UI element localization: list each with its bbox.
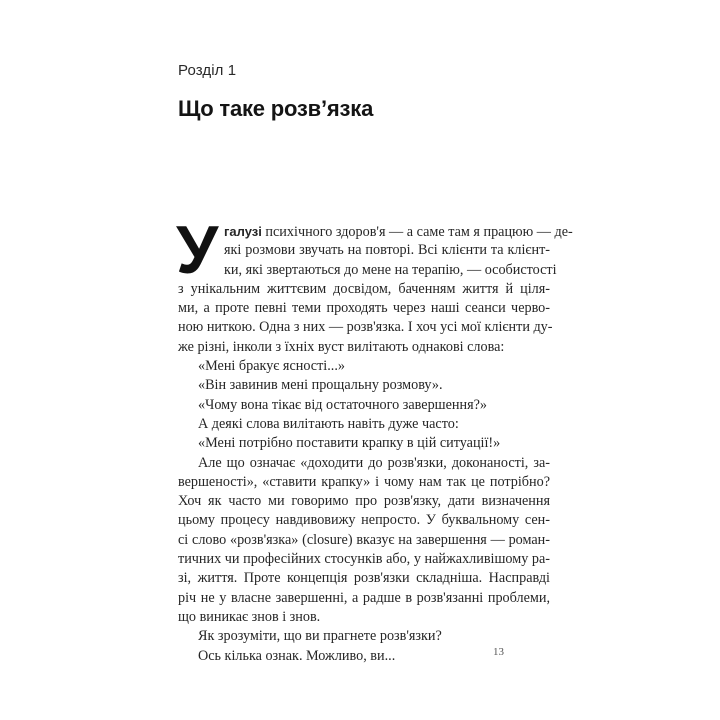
- text-line: ми, а проте певні теми проходять через наші сеанси черво-: [178, 300, 550, 317]
- text-line: зі, життя. Проте концепція розв'язки складніша. Насправді: [178, 570, 550, 587]
- chapter-label: Розділ 1: [178, 62, 237, 79]
- text-line: вершеності», «ставити крапку» і чому нам так це потрібно?: [178, 473, 550, 490]
- text-line: річ не у власне завершенні, а радше в розв'язанні проблеми,: [178, 589, 550, 606]
- page-number: 13: [493, 646, 504, 658]
- text-line: Але що означає «доходити до розв'язки, доконаності, за-: [198, 454, 550, 471]
- text-line: [178, 222, 573, 241]
- body-text: [176, 212, 573, 666]
- lead-word: галузі: [224, 224, 262, 239]
- text-line: же різні, інколи з їхніх вуст вилітають однакові слова:: [178, 338, 505, 355]
- text-line: ки, які звертаються до мене на терапію, — особистості: [224, 261, 557, 278]
- text-line: А деякі слова вилітають навіть дуже часто:: [198, 415, 459, 432]
- text-line: сі слово «розв'язка» (closure) вказує на завершення — роман-: [178, 531, 550, 548]
- text-line: ною ниткою. Одна з них — розв'язка. І хоч усі мої клієнти ду-: [178, 319, 553, 336]
- text-line: Хоч як часто ми говоримо про розв'язку, дати визначення: [178, 493, 550, 510]
- quote-line: «Мені бракує ясності...»: [198, 358, 345, 375]
- text-line-content: психічного здоров'я — а саме там я працюю — де-: [261, 224, 573, 240]
- quote-line: «Мені потрібно поставити крапку в цій ситуації!»: [198, 435, 501, 452]
- drop-cap: У: [176, 212, 219, 288]
- text-line: з унікальним життєвим досвідом, баченням життя й ціля-: [178, 280, 550, 297]
- quote-line: «Чому вона тікає від остаточного завершення?»: [198, 396, 487, 413]
- text-line: цьому процесу навдивовижу непросто. У буквальному сен-: [178, 512, 550, 529]
- text-line: Ось кілька ознак. Можливо, ви...: [198, 647, 396, 664]
- quote-line: «Він завинив мені прощальну розмову».: [198, 377, 443, 394]
- text-line: що виникає знов і знов.: [178, 608, 321, 625]
- text-line: Як зрозуміти, що ви прагнете розв'язки?: [198, 628, 442, 645]
- text-line: які розмови звучать на повторі. Всі клієнти та клієнт-: [224, 242, 550, 259]
- chapter-title: Що таке розв’язка: [178, 96, 374, 121]
- text-line: тичних чи професійних стосунків або, у найжахливішому ра-: [178, 551, 550, 568]
